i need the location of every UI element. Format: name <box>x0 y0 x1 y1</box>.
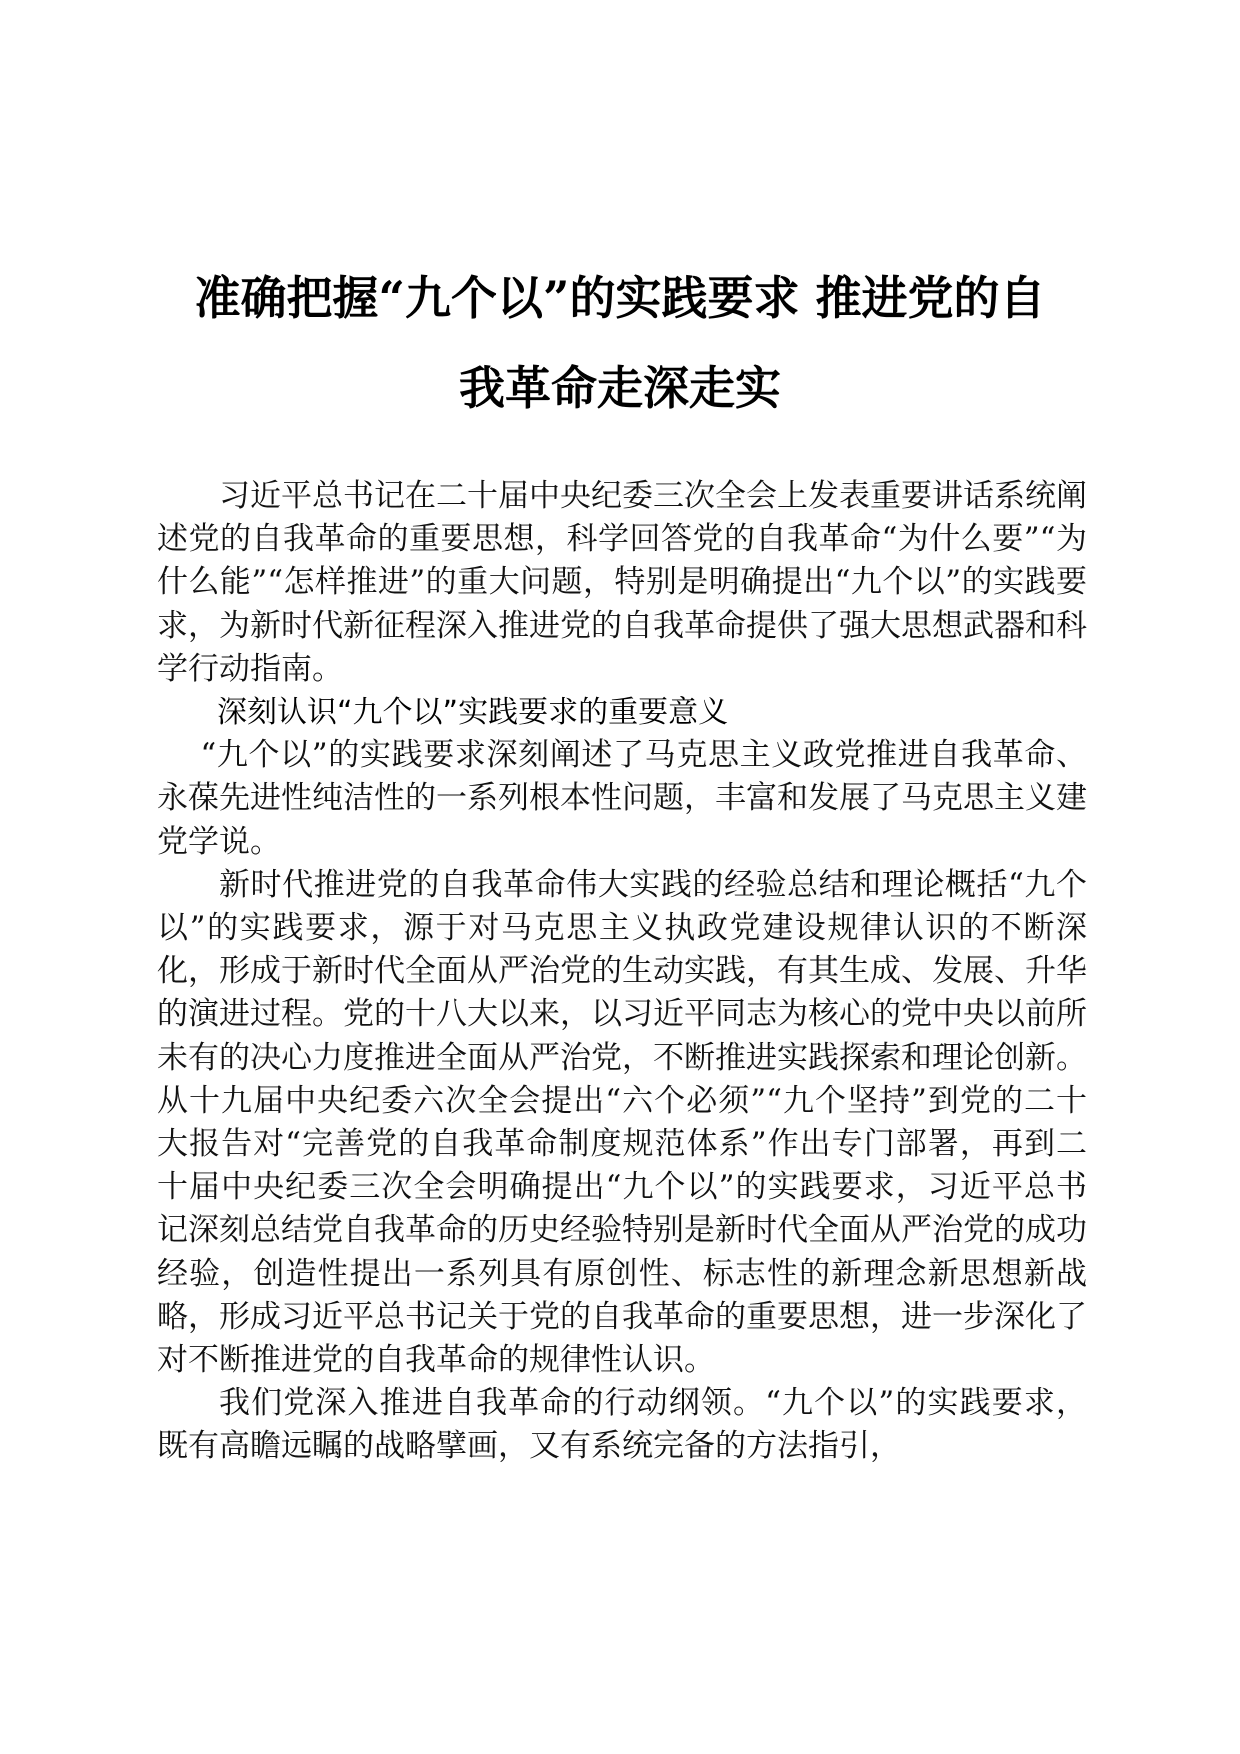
document-title-line-1: 准确把握“九个以”的实践要求 推进党的自 <box>194 271 1046 325</box>
document-body <box>157 475 1087 1469</box>
paragraph-action-program: 我们党深入推进自我革命的行动纲领。“九个以”的实践要求，既有高瞻远瞩的战略擘画，又有系统完备的方法指引， <box>157 1385 1087 1465</box>
section-heading: 深刻认识“九个以”实践要求的重要意义 <box>217 695 729 731</box>
paragraph-experience-summary: 新时代推进党的自我革命伟大实践的经验总结和理论概括“九个以”的实践要求，源于对马克思主义执政党建设规律认识的不断深化，形成于新时代全面从严治党的生动实践，有其生成、发展、升华的演进过程。党的十八大以来，以习近平同志为核心的党中央以前所未有的决心力度推进全面从严治党，不断推进实践探索和理论创新。从十九届中央纪委六次全会提出“六个必须”“九个坚持”到党的二十大报告对“完善党的自我革命制度规范体系”作出专门部署，再到二十届中央纪委三次全会明确提出“九个以”的实践要求，习近平总书记深刻总结党自我革命的历史经验特别是新时代全面从严治党的成功经验，创造性提出一系列具有原创性、标志性的新理念新思想新战略，形成习近平总书记关于党的自我革命的重要思想，进一步深化了对不断推进党的自我革命的规律性认识。 <box>157 866 1087 1379</box>
paragraph-intro: 习近平总书记在二十届中央纪委三次全会上发表重要讲话系统阐述党的自我革命的重要思想，科学回答党的自我革命“为什么要”“为什么能”“怎样推进”的重大问题，特别是明确提出“九个以”的实践要求，为新时代新征程深入推进党的自我革命提供了强大思想武器和科学行动指南。 <box>157 478 1087 687</box>
document-title-line-2: 我革命走深走实 <box>459 361 781 415</box>
paragraph-significance: “九个以”的实践要求深刻阐述了马克思主义政党推进自我革命、永葆先进性纯洁性的一系列根本性问题，丰富和发展了马克思主义建党学说。 <box>157 737 1087 860</box>
